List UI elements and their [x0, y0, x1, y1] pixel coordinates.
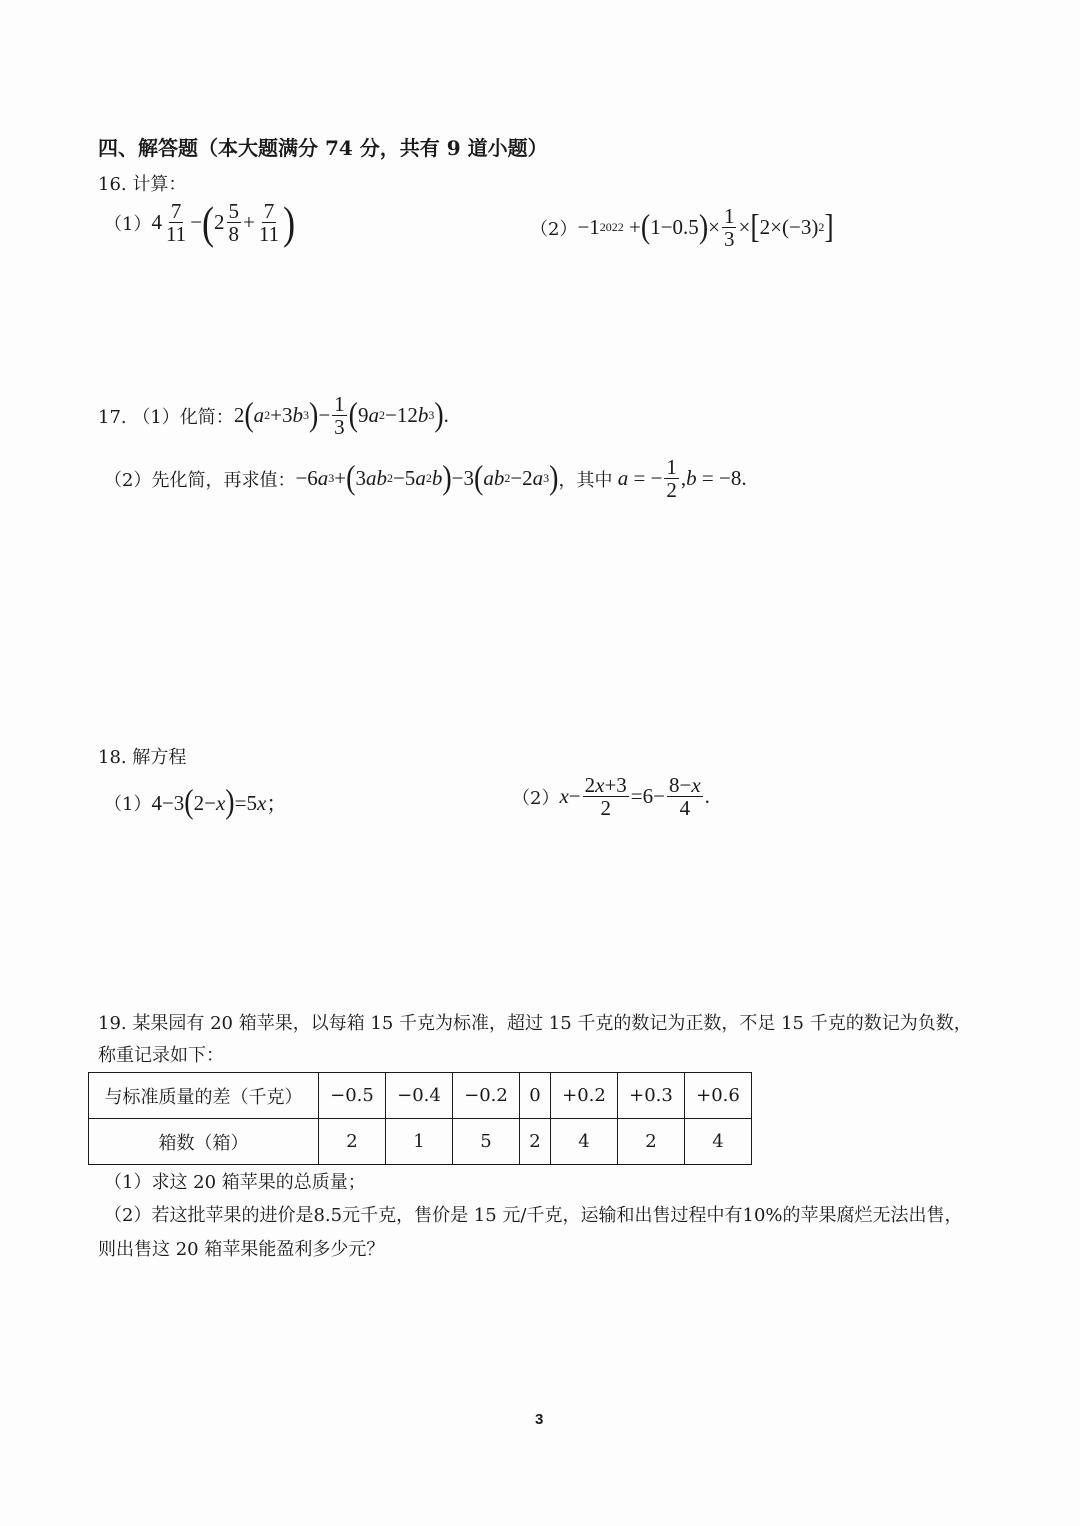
q16-part2-expression: −1 2022 + ( 1−0.5 ) × $\frac{1}{3}$ × [ 2×(−3) 2 ] [577, 204, 834, 252]
q17-part1 [98, 393, 449, 438]
q16-part1 [104, 197, 296, 248]
table-cell: −0.2 [453, 1073, 520, 1119]
table-cell: 1 [386, 1119, 453, 1165]
q19-stem-line1: 19. 某果园有 20 箱苹果，以每箱 15 千克为标准，超过 15 千克的数记为正数，不足 15 千克的数记为负数， [98, 1013, 972, 1034]
table-cell: 4 [685, 1119, 752, 1165]
q16-part1-label: （1） [104, 213, 152, 235]
table-cell: 2 [319, 1119, 386, 1165]
table-cell: 5 [453, 1119, 520, 1165]
table-row [89, 1073, 752, 1119]
q17-part1-label: 17. （1）化简： [98, 406, 234, 428]
q18-part2-label: （2） [512, 787, 560, 809]
q19-sub2-line1: （2）若这批苹果的进价是8.5元千克，售价是 15 元/千克，运输和出售过程中有10%的苹果腐烂无法出售， [104, 1205, 963, 1226]
q19-sub1: （1）求这 20 箱苹果的总质量； [104, 1172, 366, 1193]
table-cell: 2 [520, 1119, 551, 1165]
q17-part1-expression: 2 ( a 2 +3 b 3 ) − $\frac{1}{3}$ ( 9 a 2 −12 b 3 ) . [233, 392, 449, 440]
table-row [89, 1119, 752, 1165]
q18-part2 [512, 774, 710, 819]
q16-label: 16. 计算： [98, 174, 187, 195]
table-cell: 2 [618, 1119, 685, 1165]
q17-part2-expression: −6 a 3 + ( 3 ab 2 −5 a 2 b ) −3 ( ab 2 −2 a 3 ) [295, 459, 559, 497]
q16-part1-expression: 4 $\frac{7}{11}$ − ( 2 $\frac{5}{8}$ + $\frac{7}{11}$ ) [151, 197, 296, 248]
weight-record-table [88, 1072, 752, 1165]
table-cell: +0.6 [685, 1073, 752, 1119]
q17-where-text: ，其中 [558, 469, 613, 491]
q16-part2 [530, 205, 834, 250]
q18-part1 [104, 783, 288, 821]
q18-label: 18. 解方程 [98, 747, 187, 768]
q17-part2 [104, 456, 747, 501]
q17-values: a = − $\frac{1}{2}$ , b = −8. [617, 455, 747, 503]
q19-stem-line2: 称重记录如下： [98, 1045, 224, 1066]
q18-part2-equation: x − $\frac{2x+3}{2}$ =6− $\frac{8-x}{4}$ . [559, 773, 710, 821]
table-row-label: 与标准质量的差（千克） [89, 1073, 319, 1119]
q18-part1-label: （1） [104, 794, 152, 815]
page-number: 3 [535, 1411, 544, 1428]
table-cell: 4 [551, 1119, 618, 1165]
q16-part2-label: （2） [530, 218, 578, 240]
section-heading: 四、解答题（本大题满分 74 分，共有 9 道小题） [98, 136, 548, 160]
table-cell: −0.5 [319, 1073, 386, 1119]
table-row-label: 箱数（箱） [89, 1119, 319, 1165]
table-cell: +0.3 [618, 1073, 685, 1119]
q18-part1-equation: 4−3 ( 2− x ) =5 x ； [151, 783, 288, 821]
table-cell: 0 [520, 1073, 551, 1119]
table-cell: +0.2 [551, 1073, 618, 1119]
table-cell: −0.4 [386, 1073, 453, 1119]
q17-part2-label: （2）先化简，再求值： [104, 469, 296, 491]
q19-sub2-line2: 则出售这 20 箱苹果能盈利多少元？ [98, 1239, 385, 1260]
